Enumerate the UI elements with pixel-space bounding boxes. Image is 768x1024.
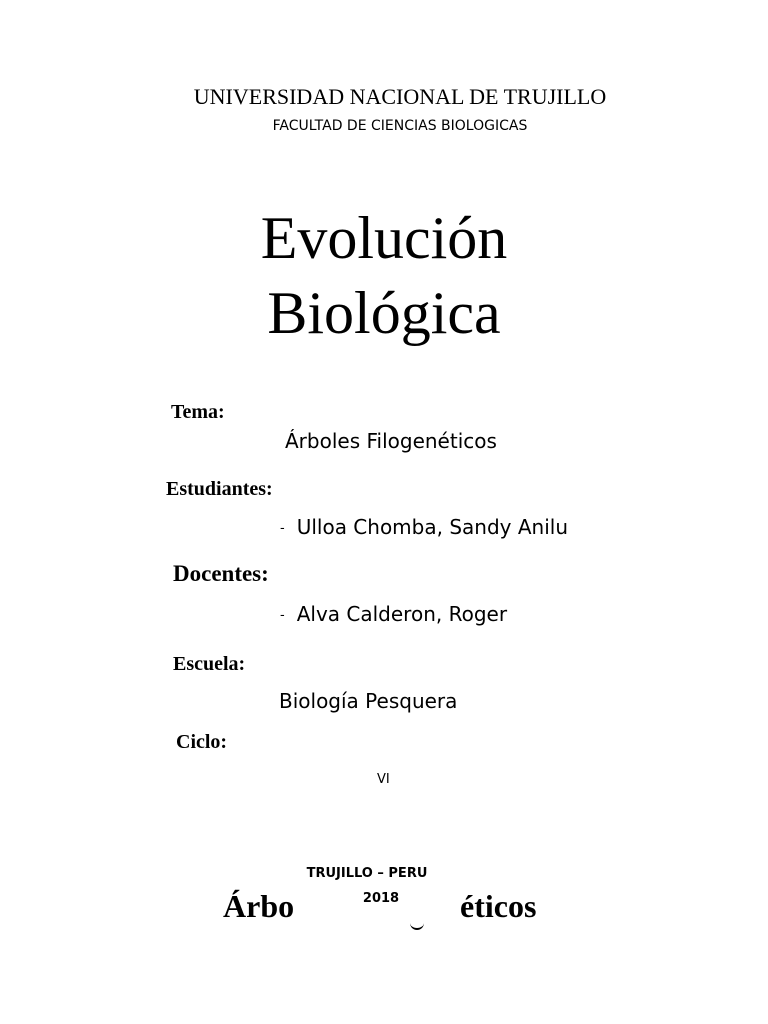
docente-value: Alva Calderon, Roger <box>296 602 508 626</box>
escuela-value: Biología Pesquera <box>279 689 458 713</box>
estudiante-entry <box>280 515 568 539</box>
tema-value: Árboles Filogenéticos <box>285 429 497 453</box>
university-name: UNIVERSIDAD NACIONAL DE TRUJILLO <box>193 84 607 109</box>
escuela-label: Escuela: <box>173 653 246 675</box>
ciclo-value: VI <box>377 772 390 787</box>
next-page-heading-left: Árbo <box>223 888 295 924</box>
place-text: TRUJILLO – PERU <box>306 866 428 881</box>
faculty-name: FACULTAD DE CIENCIAS BIOLOGICAS <box>272 118 528 134</box>
heading-descender-fragment <box>410 922 424 930</box>
list-bullet: - <box>280 521 285 536</box>
docentes-label: Docentes: <box>173 561 269 586</box>
document-title-line-2: Biológica <box>267 280 501 346</box>
ciclo-label: Ciclo: <box>176 731 228 753</box>
year-text: 2018 <box>362 891 400 906</box>
estudiante-value: Ulloa Chomba, Sandy Anilu <box>296 515 568 539</box>
next-page-heading-right: éticos <box>460 888 537 924</box>
list-bullet: - <box>280 608 285 623</box>
document-title-line-1: Evolución <box>260 205 508 271</box>
estudiantes-label: Estudiantes: <box>166 478 273 500</box>
tema-label: Tema: <box>171 401 225 423</box>
docente-entry <box>280 602 507 626</box>
